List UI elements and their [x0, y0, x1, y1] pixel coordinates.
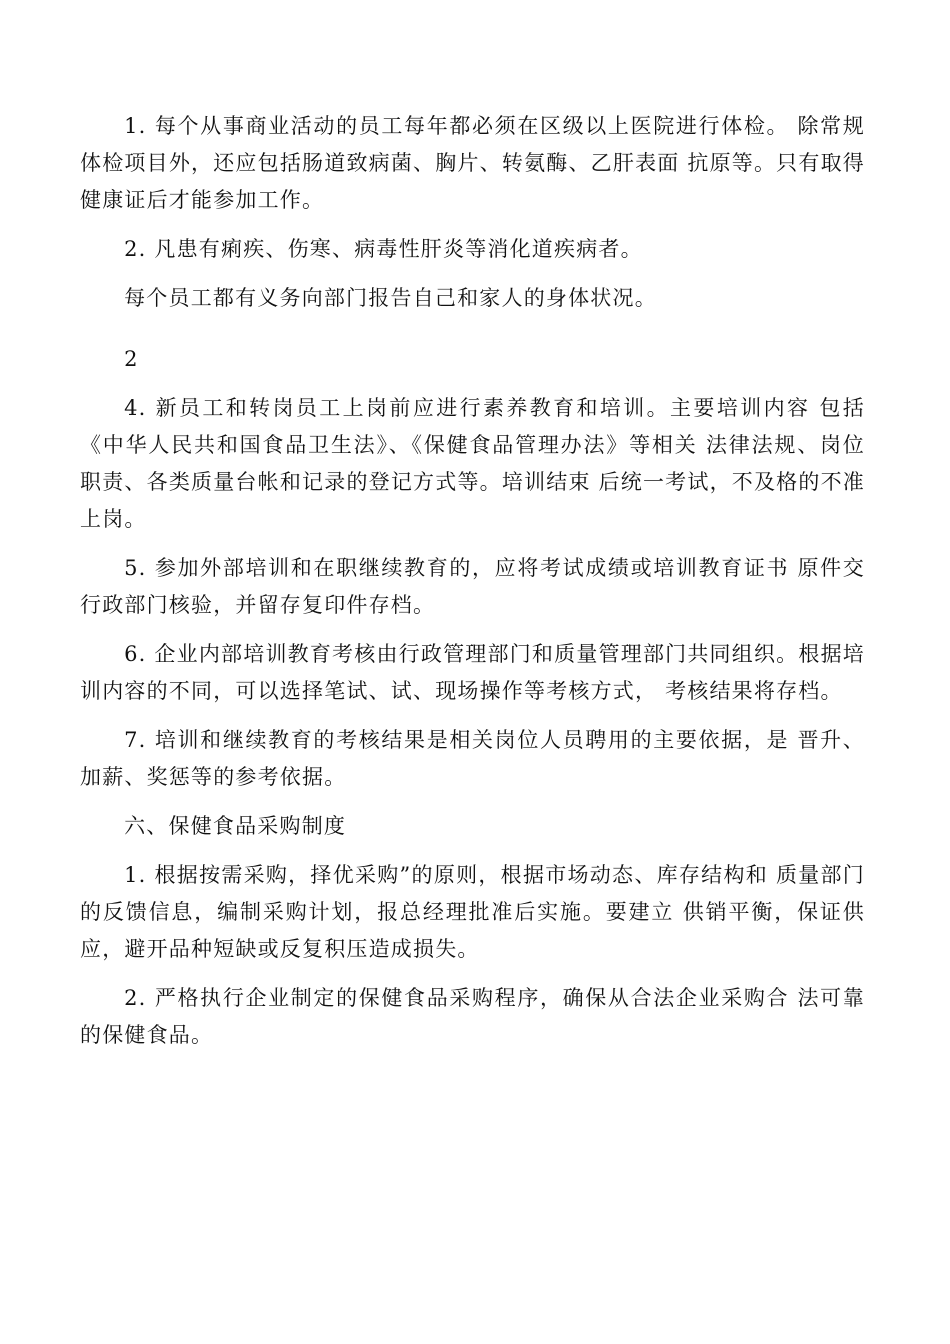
paragraph-assessment-results: 7. 培训和继续教育的考核结果是相关岗位人员聘用的主要依据，是 晋升、加薪、奖惩等的参考依据。 — [80, 728, 865, 789]
section-heading-procurement: 六、保健食品采购制度 — [124, 814, 347, 838]
paragraph-external-training: 5. 参加外部培训和在职继续教育的，应将考试成绩或培训教育证书 原件交行政部门核验，并留存复印件存档。 — [80, 556, 865, 617]
paragraph-procurement-principle: 1. 根据按需采购，择优采购”的原则，根据市场动态、库存结构和 质量部门的反馈信息，编制采购计划，报总经理批准后实施。要建立 供销平衡，保证供应，避开品种短缺或反复积压造成损失。 — [80, 863, 865, 961]
document-body — [80, 108, 865, 1066]
paragraph-section-number: 2 — [124, 347, 139, 371]
paragraph-report-obligation: 每个员工都有义务向部门报告自己和家人的身体状况。 — [124, 286, 657, 310]
paragraph-internal-assessment: 6. 企业内部培训教育考核由行政管理部门和质量管理部门共同组织。根据培训内容的不同，可以选择笔试、试、现场操作等考核方式， 考核结果将存档。 — [80, 642, 865, 703]
paragraph-new-staff-training: 4. 新员工和转岗员工上岗前应进行素养教育和培训。主要培训内容 包括《中华人民共和国食品卫生法》、《保健食品管理办法》等相关 法律法规、岗位职责、各类质量台帐和记录的登记方式等。培训结束 后统一考试，不及格的不准上岗。 — [80, 396, 865, 531]
paragraph-procurement-procedure: 2. 严格执行企业制定的保健食品采购程序，确保从合法企业采购合 法可靠的保健食品。 — [80, 986, 865, 1047]
paragraph-disease-exclusion: 2. 凡患有痢疾、伤寒、病毒性肝炎等消化道疾病者。 — [124, 237, 643, 261]
paragraph-health-check: 1. 每个从事商业活动的员工每年都必须在区级以上医院进行体检。 除常规体检项目外，还应包括肠道致病菌、胸片、转氨酶、乙肝表面 抗原等。只有取得健康证后才能参加工作。 — [80, 114, 865, 212]
